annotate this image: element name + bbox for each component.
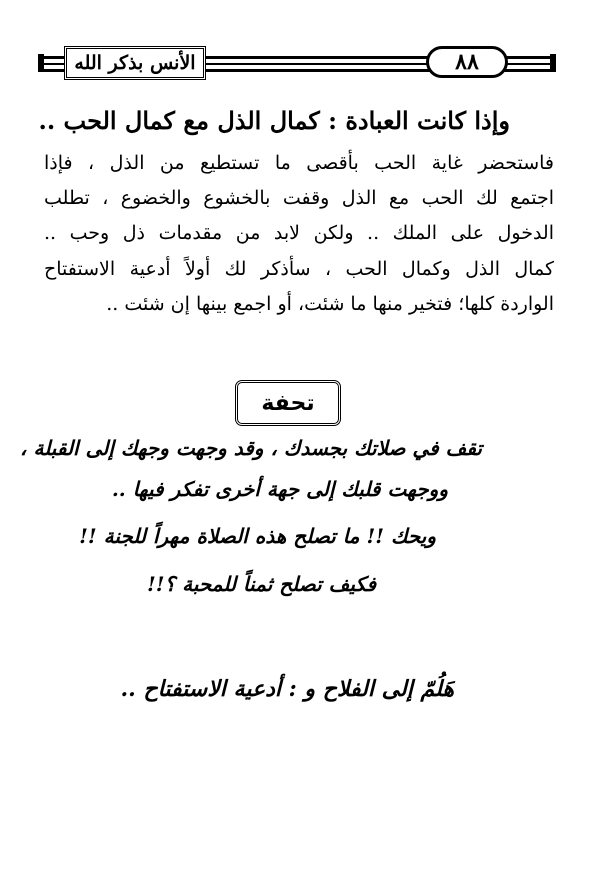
running-book-title [64,46,206,80]
closing-line: هَلُمّ إلى الفلاح و : أدعية الاستفتاح .. [120,676,454,702]
paragraph-line: كمال الذل وكمال الحب ، سأذكر لك أولاً أدعية الاستفتاح [44,257,554,280]
body-paragraph [44,146,554,322]
gift-line: فكيف تصلح ثمناً للمحبة ؟!! [146,572,376,596]
paragraph-line: فاستحضر غاية الحب بأقصى ما تستطيع من الذل ، فإذا [44,152,554,174]
gift-line: ووجهت قلبك إلى جهة أخرى تفكر فيها .. [111,477,448,501]
header-rule-right-cap [550,54,556,72]
gift-box-text: تحفة [261,390,315,416]
page-number-text: ٨٨ [455,49,479,75]
page-number-badge [426,46,508,78]
gift-line: تقف في صلاتك بجسدك ، وقد وجهت وجهك إلى القبلة ، [20,436,482,460]
paragraph-line: الدخول على الملك .. ولكن لابد من مقدمات ذل وحب .. [44,222,554,245]
gift-box-label [235,380,341,426]
section-heading: وإذا كانت العبادة : كمال الذل مع كمال الحب .. [38,106,510,135]
paragraph-line: الواردة كلها؛ فتخير منها ما شئت، أو اجمع بينها إن شئت .. [106,292,554,315]
gift-line: ويحك !! ما تصلح هذه الصلاة مهراً للجنة !! [79,524,436,548]
book-title-text: الأنس بذكر الله [74,52,196,74]
paragraph-line: اجتمع لك الحب مع الذل وقفت بالخشوع والخضوع ، تطلب [44,187,554,210]
header-rule-left-cap [38,54,44,72]
